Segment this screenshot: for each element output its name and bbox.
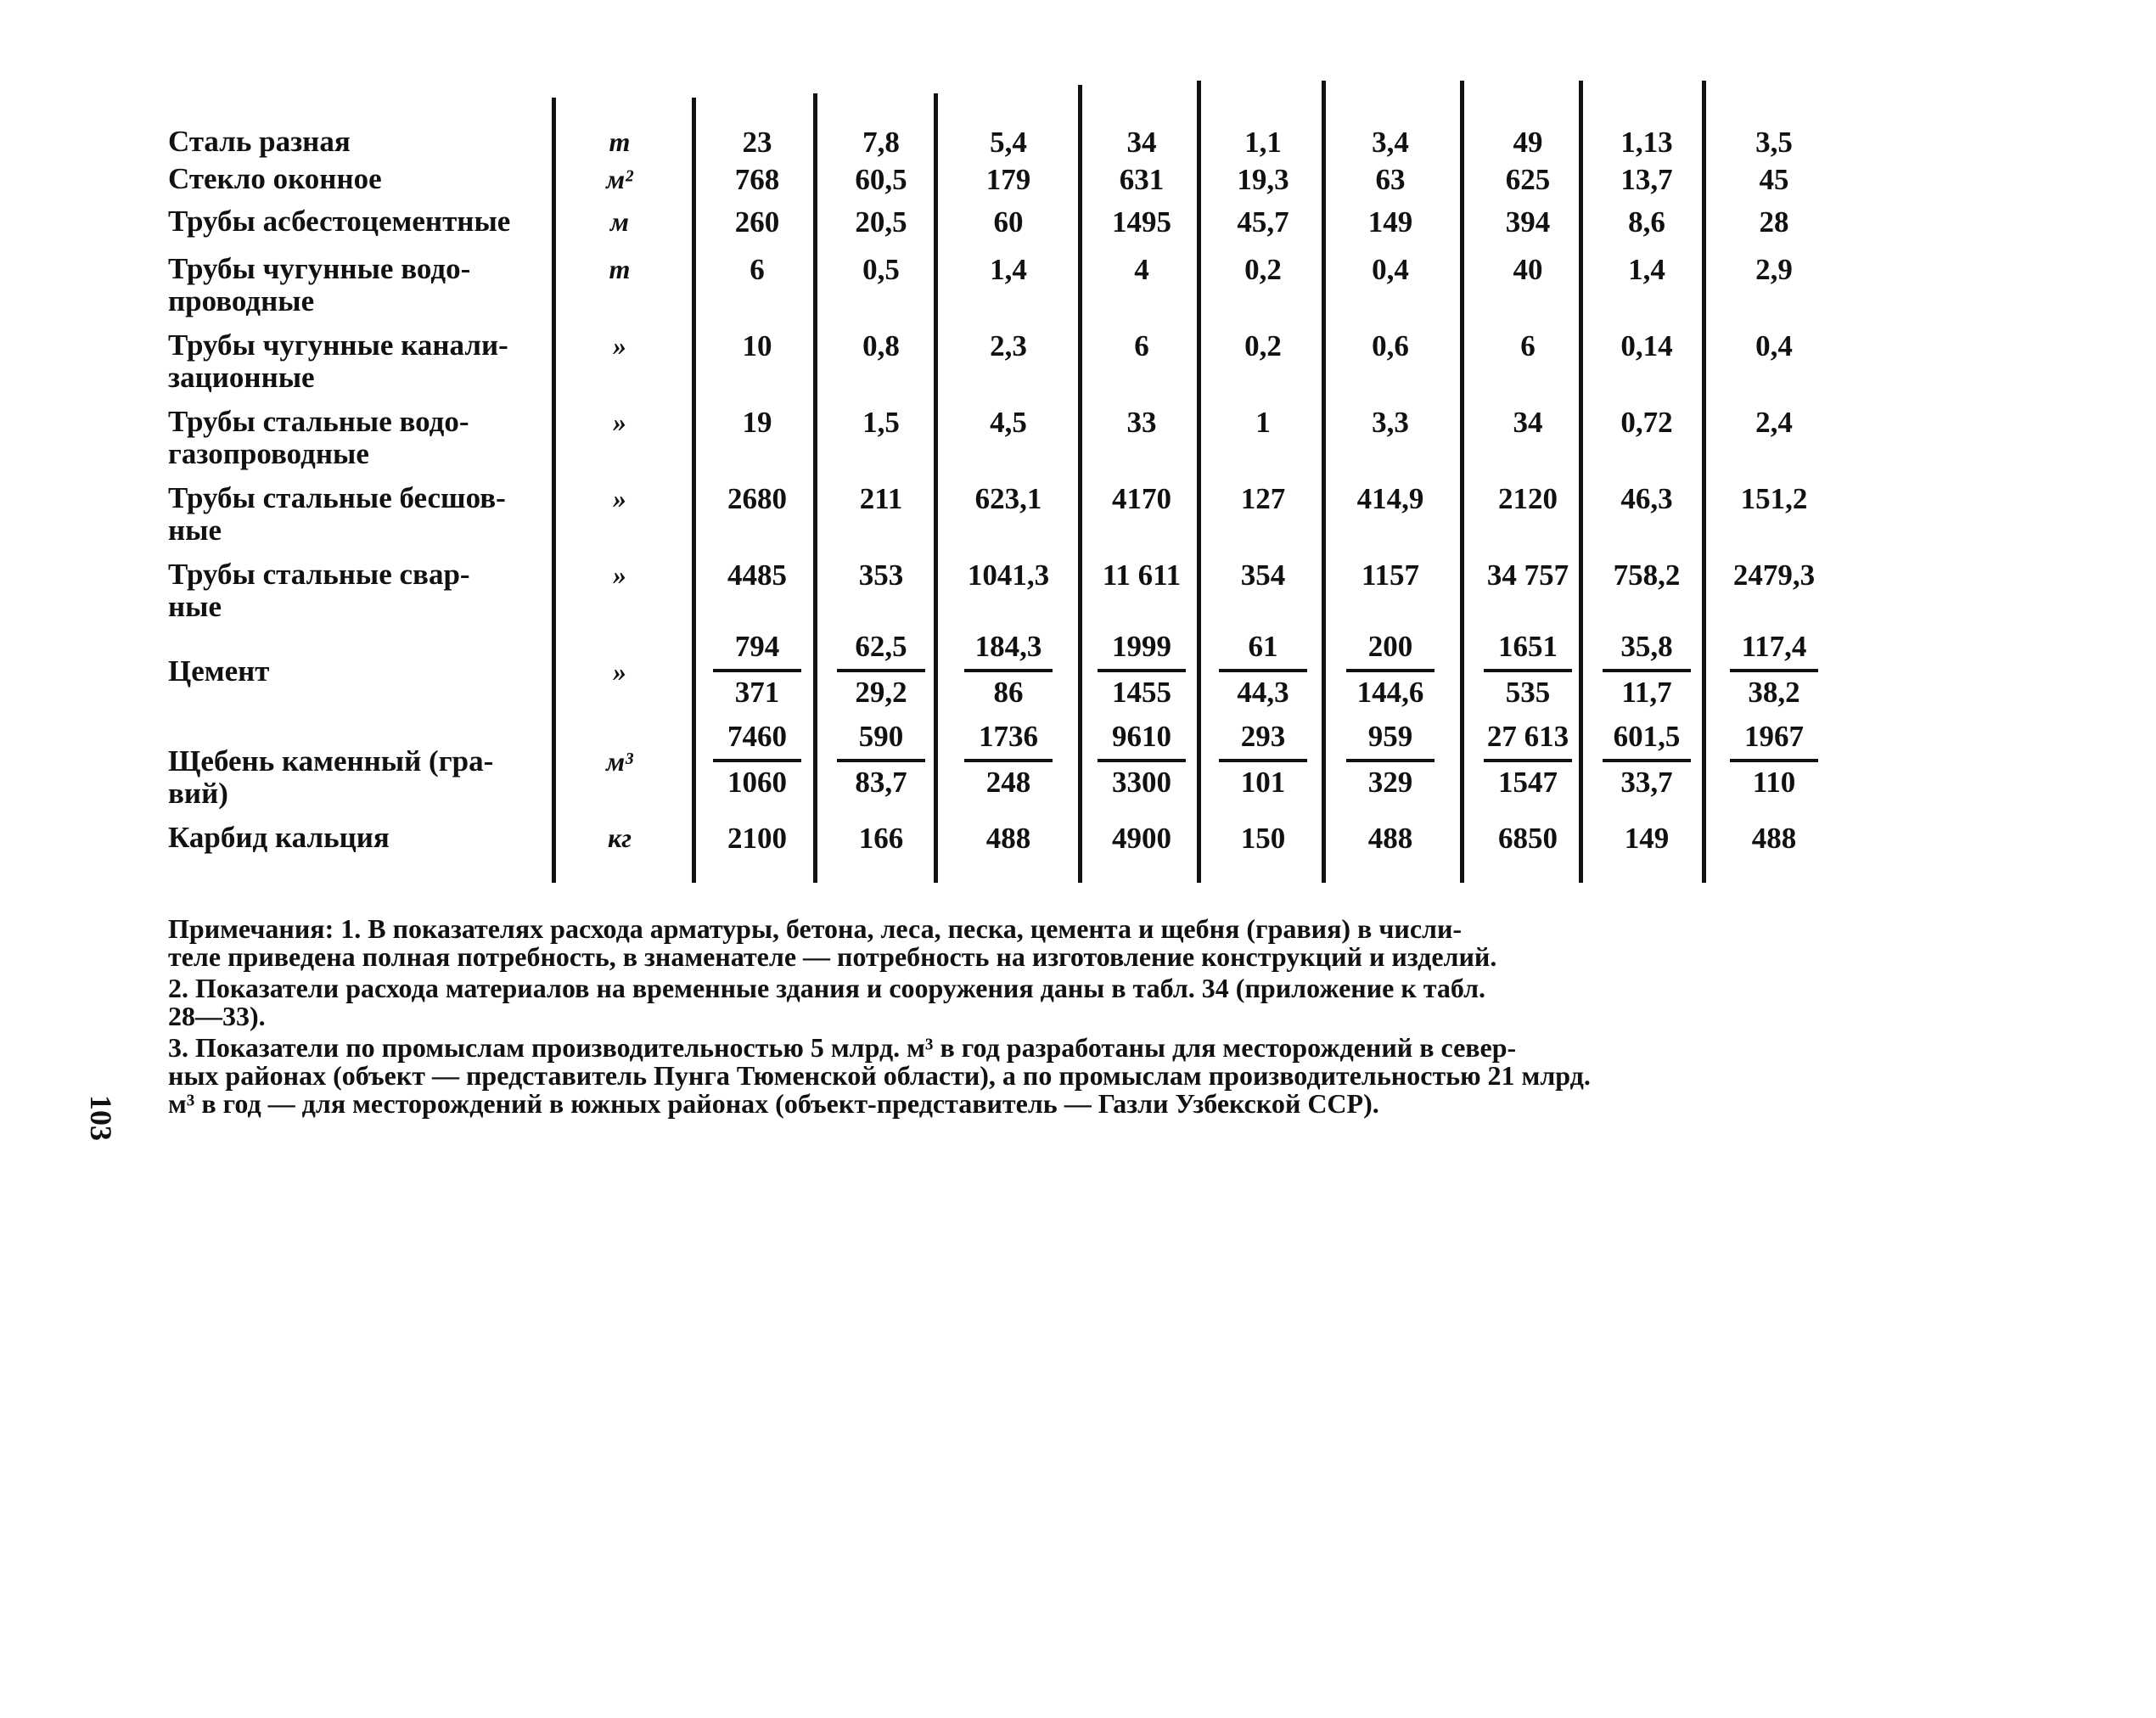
table-cell: 0,4	[1372, 253, 1409, 286]
table-cell: 1,13	[1620, 126, 1673, 159]
table-cell: 1,5	[862, 406, 900, 439]
table-cell: 28	[1759, 205, 1789, 239]
table-cell: 758,2	[1613, 559, 1681, 592]
table-cell: 13,7	[1620, 163, 1673, 196]
table-cell-numerator: 61	[1248, 630, 1278, 663]
table-cell: 49	[1513, 126, 1543, 159]
row-unit: т	[609, 126, 631, 157]
table-cell: 23	[742, 126, 772, 159]
table-cell: 149	[1367, 205, 1413, 239]
fraction-bar	[1098, 669, 1186, 672]
table-cell: 40	[1513, 253, 1543, 286]
row-material-name: Трубы чугунные водо- проводные	[168, 252, 471, 317]
table-column-rule	[552, 98, 556, 883]
table-cell: 1157	[1361, 559, 1420, 592]
table-cell-numerator: 27 613	[1486, 720, 1569, 753]
table-cell: 625	[1505, 163, 1551, 196]
note-2: 2. Показатели расхода материалов на временные здания и сооружения даны в табл. 34 (приложение к табл. 28—33).	[168, 973, 1486, 1031]
fraction-bar	[1730, 669, 1818, 672]
table-cell: 1,4	[990, 253, 1027, 286]
table-cell-numerator: 1999	[1112, 630, 1171, 663]
table-cell-denominator: 33,7	[1620, 766, 1673, 799]
row-unit: »	[613, 407, 626, 437]
row-material-name: Трубы стальные свар- ные	[168, 558, 470, 623]
table-cell: 3,3	[1372, 406, 1409, 439]
table-cell: 354	[1240, 559, 1286, 592]
table-cell-denominator: 11,7	[1621, 676, 1672, 709]
table-cell: 60,5	[855, 163, 907, 196]
table-cell-denominator: 1060	[727, 766, 787, 799]
table-cell: 2,4	[1755, 406, 1793, 439]
table-cell: 0,6	[1372, 329, 1409, 362]
row-material-name: Трубы стальные бесшов- ные	[168, 481, 506, 547]
row-material-name: Карбид кальция	[168, 821, 390, 854]
table-cell-numerator: 184,3	[974, 630, 1042, 663]
row-unit: »	[613, 559, 626, 590]
table-column-rule	[1702, 81, 1706, 883]
row-unit: »	[613, 483, 626, 514]
table-cell: 1495	[1112, 205, 1171, 239]
table-cell-denominator: 1547	[1498, 766, 1558, 799]
table-cell: 414,9	[1356, 482, 1424, 515]
table-cell: 488	[1367, 822, 1413, 855]
row-unit: т	[609, 254, 631, 284]
table-cell-denominator: 29,2	[855, 676, 907, 709]
table-cell-denominator: 86	[993, 676, 1024, 709]
fraction-bar	[713, 759, 801, 762]
fraction-bar	[964, 669, 1053, 672]
table-cell-numerator: 1736	[979, 720, 1038, 753]
note-1: Примечания: 1. В показателях расхода арматуры, бетона, леса, песка, цемента и щебня (гравия) в числи- теле приведена полная потребность, в знаменателе — потребность на изготовление конструкций и изделий.	[168, 913, 1497, 972]
table-cell: 6	[1134, 329, 1149, 362]
table-cell: 4	[1134, 253, 1149, 286]
table-cell: 0,14	[1620, 329, 1673, 362]
table-cell: 1,1	[1244, 126, 1282, 159]
table-cell: 488	[1751, 822, 1797, 855]
row-unit: »	[613, 330, 626, 361]
table-cell: 3,5	[1755, 126, 1793, 159]
table-column-rule	[813, 93, 817, 883]
table-cell-numerator: 293	[1240, 720, 1286, 753]
table-cell: 2,9	[1755, 253, 1793, 286]
table-cell-numerator: 35,8	[1620, 630, 1673, 663]
fraction-bar	[1603, 669, 1691, 672]
table-cell-denominator: 101	[1240, 766, 1286, 799]
table-cell: 1041,3	[967, 559, 1050, 592]
table-cell-denominator: 110	[1752, 766, 1796, 799]
row-unit: кг	[607, 823, 632, 853]
table-cell-denominator: 329	[1367, 766, 1413, 799]
table-cell: 2100	[727, 822, 787, 855]
fraction-bar	[1730, 759, 1818, 762]
table-cell: 394	[1505, 205, 1551, 239]
table-cell: 1,4	[1628, 253, 1665, 286]
row-material-name: Трубы чугунные канали- зационные	[168, 328, 508, 394]
table-column-rule	[692, 98, 696, 883]
table-column-rule	[1322, 81, 1326, 883]
fraction-bar	[1098, 759, 1186, 762]
table-cell-numerator: 794	[734, 630, 780, 663]
row-material-name: Стекло оконное	[168, 162, 382, 195]
table-cell: 151,2	[1740, 482, 1808, 515]
table-cell: 0,2	[1244, 253, 1282, 286]
table-cell: 0,8	[862, 329, 900, 362]
table-cell: 6850	[1498, 822, 1558, 855]
table-cell: 4900	[1112, 822, 1171, 855]
table-cell-numerator: 200	[1367, 630, 1413, 663]
fraction-bar	[964, 759, 1053, 762]
table-cell-numerator: 1651	[1498, 630, 1558, 663]
table-cell: 46,3	[1620, 482, 1673, 515]
table-cell: 768	[734, 163, 780, 196]
table-cell: 20,5	[855, 205, 907, 239]
table-cell-numerator: 1967	[1744, 720, 1804, 753]
table-cell: 179	[985, 163, 1031, 196]
fraction-bar	[1346, 669, 1435, 672]
fraction-bar	[837, 759, 925, 762]
table-cell: 11 611	[1102, 559, 1182, 592]
fraction-bar	[1484, 669, 1572, 672]
row-material-name: Трубы асбестоцементные	[168, 205, 511, 238]
table-cell-denominator: 535	[1505, 676, 1551, 709]
table-cell: 2680	[727, 482, 787, 515]
row-material-name: Щебень каменный (гра- вий)	[168, 744, 494, 810]
row-unit: м³	[606, 746, 633, 777]
table-cell: 45	[1759, 163, 1789, 196]
table-cell: 2,3	[990, 329, 1027, 362]
row-unit: »	[613, 656, 626, 687]
row-material-name: Трубы стальные водо- газопроводные	[168, 405, 469, 470]
table-cell: 149	[1624, 822, 1670, 855]
table-cell: 2120	[1498, 482, 1558, 515]
table-column-rule	[1078, 85, 1082, 883]
table-cell: 34	[1513, 406, 1543, 439]
fraction-bar	[1219, 669, 1307, 672]
table-cell: 19	[742, 406, 772, 439]
table-cell-numerator: 959	[1367, 720, 1413, 753]
fraction-bar	[1603, 759, 1691, 762]
table-cell: 63	[1375, 163, 1406, 196]
table-cell: 0,4	[1755, 329, 1793, 362]
table-cell: 150	[1240, 822, 1286, 855]
table-cell: 260	[734, 205, 780, 239]
table-cell: 4170	[1112, 482, 1171, 515]
table-cell: 5,4	[990, 126, 1027, 159]
table-cell: 3,4	[1372, 126, 1409, 159]
table-cell-denominator: 144,6	[1356, 676, 1424, 709]
note-3: 3. Показатели по промыслам производительностью 5 млрд. м³ в год разработаны для месторождений в север- ных районах (объект — представитель Пунга Тюменской области), а по промыслам производительностью 21 млрд. м³ в год — для месторождений в южных районах (объект-представитель — Газли Узбекской ССР).	[168, 1032, 1591, 1119]
table-cell: 45,7	[1237, 205, 1289, 239]
fraction-bar	[837, 669, 925, 672]
table-cell: 19,3	[1237, 163, 1289, 196]
table-cell: 8,6	[1628, 205, 1665, 239]
table-cell: 623,1	[974, 482, 1042, 515]
table-cell: 127	[1240, 482, 1286, 515]
table-cell-denominator: 371	[734, 676, 780, 709]
table-cell: 1	[1255, 406, 1271, 439]
table-cell: 631	[1119, 163, 1165, 196]
table-cell: 7,8	[862, 126, 900, 159]
table-cell: 33	[1126, 406, 1157, 439]
table-cell: 10	[742, 329, 772, 362]
table-cell: 6	[750, 253, 765, 286]
fraction-bar	[1219, 759, 1307, 762]
table-cell: 2479,3	[1732, 559, 1816, 592]
table-cell: 60	[993, 205, 1024, 239]
table-cell: 0,72	[1620, 406, 1673, 439]
table-cell-denominator: 44,3	[1237, 676, 1289, 709]
table-cell-denominator: 248	[985, 766, 1031, 799]
row-unit: м	[610, 206, 629, 237]
fraction-bar	[713, 669, 801, 672]
row-unit: м²	[606, 164, 633, 194]
table-cell: 6	[1520, 329, 1536, 362]
table-cell: 166	[858, 822, 904, 855]
table-cell-denominator: 38,2	[1748, 676, 1800, 709]
table-cell: 353	[858, 559, 904, 592]
fraction-bar	[1346, 759, 1435, 762]
table-cell-denominator: 1455	[1112, 676, 1171, 709]
table-cell-numerator: 9610	[1112, 720, 1171, 753]
table-cell-numerator: 590	[858, 720, 904, 753]
table-cell-numerator: 7460	[727, 720, 787, 753]
row-material-name: Сталь разная	[168, 125, 351, 158]
fraction-bar	[1484, 759, 1572, 762]
table-cell: 488	[985, 822, 1031, 855]
page-number: 103	[84, 1095, 118, 1141]
table-cell: 211	[859, 482, 903, 515]
table-cell-numerator: 117,4	[1741, 630, 1807, 663]
table-cell-numerator: 601,5	[1613, 720, 1681, 753]
table-cell-numerator: 62,5	[855, 630, 907, 663]
table-cell: 0,5	[862, 253, 900, 286]
table-cell-denominator: 3300	[1112, 766, 1171, 799]
table-cell: 34	[1126, 126, 1157, 159]
table-cell: 4,5	[990, 406, 1027, 439]
table-cell: 4485	[727, 559, 787, 592]
table-cell: 0,2	[1244, 329, 1282, 362]
row-material-name: Цемент	[168, 654, 270, 688]
table-cell-denominator: 83,7	[855, 766, 907, 799]
table-column-rule	[1460, 81, 1464, 883]
table-column-rule	[1197, 81, 1201, 883]
table-cell: 34 757	[1486, 559, 1569, 592]
